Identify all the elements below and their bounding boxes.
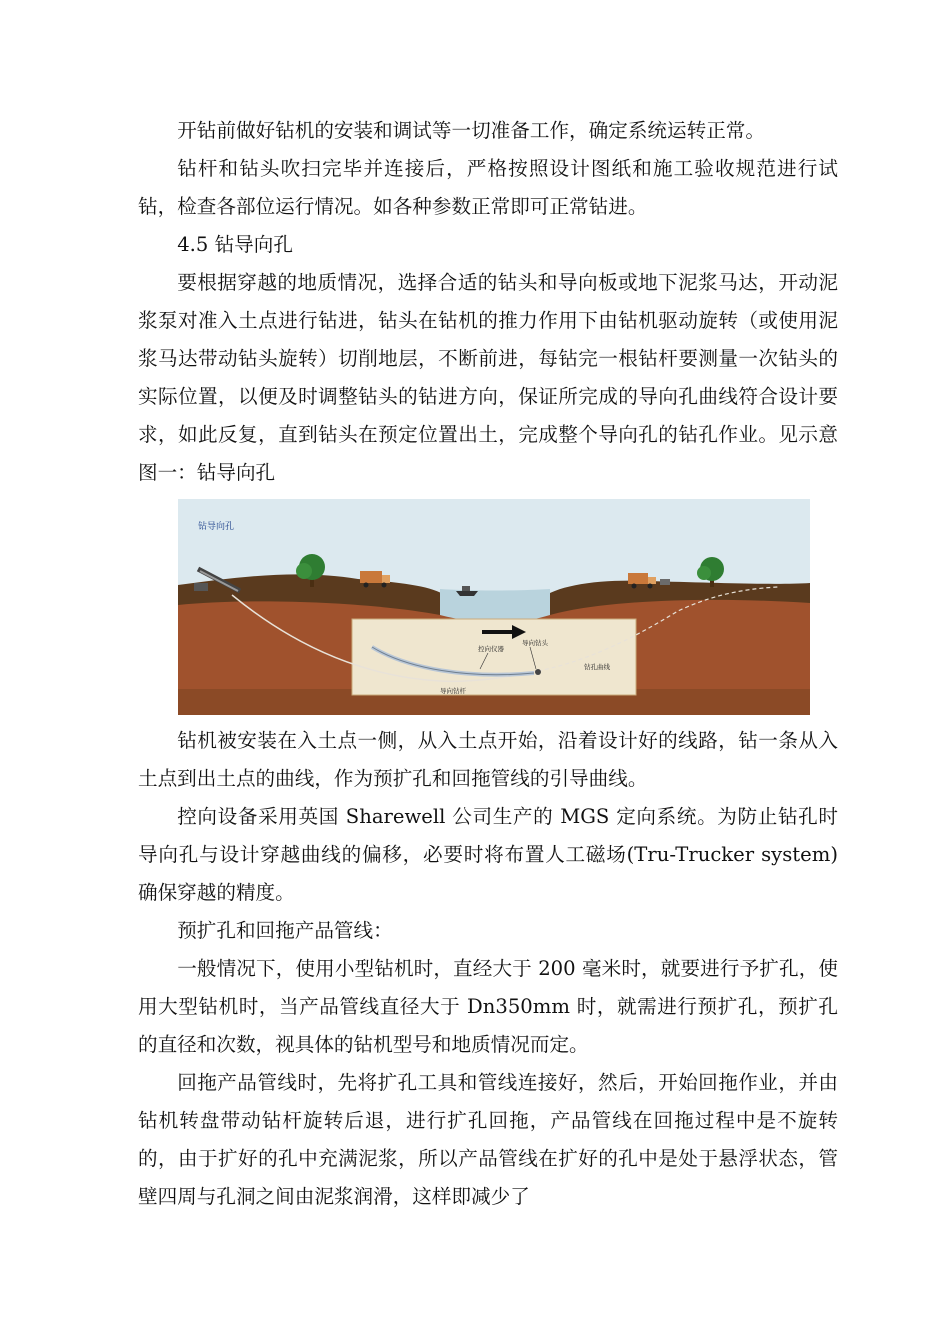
section-heading-4-5: 4.5 钻导向孔 bbox=[177, 233, 293, 256]
paragraph-pre-reaming: 一般情况下，使用小型钻机时，直经大于 200 毫米时，就要进行予扩孔，使用大型钻机时，当产品管线直径大于 Dn350mm 时，就需进行预扩孔，预扩孔的直径和次数，视具体的钻机型号和地质情况而定。 bbox=[138, 957, 838, 1056]
label-guide-rod: 导向钻杆 bbox=[440, 687, 466, 695]
pilot-hole-diagram bbox=[178, 499, 810, 715]
subheading-reaming: 预扩孔和回拖产品管线： bbox=[177, 919, 393, 942]
paragraph-drill-rig: 钻机被安装在入土点一侧，从入土点开始，沿着设计好的线路，钻一条从入土点到出土点的曲线，作为预扩孔和回拖管线的引导曲线。 bbox=[138, 729, 838, 790]
pilot-hole-illustration bbox=[178, 499, 810, 715]
label-bore-curve: 钻孔曲线 bbox=[584, 663, 610, 671]
figure-title: 钻导向孔 bbox=[198, 522, 235, 532]
label-guide-bit: 导向钻头 bbox=[522, 639, 548, 647]
paragraph-pilot-hole: 要根据穿越的地质情况，选择合适的钻头和导向板或地下泥浆马达，开动泥浆泵对准入土点进行钻进，钻头在钻机的推力作用下由钻机驱动旋转（或使用泥浆马达带动钻头旋转）切削地层，不断前进，每钻完一根钻杆要测量一次钻头的实际位置，以便及时调整钻头的钻进方向，保证所完成的导向孔曲线符合设计要求，如此反复，直到钻头在预定位置出土，完成整个导向孔的钻孔作业。见示意图一：钻导向孔 bbox=[138, 271, 838, 484]
paragraph-prepare: 开钻前做好钻机的安装和调试等一切准备工作，确定系统运转正常。 bbox=[177, 119, 765, 142]
paragraph-trial-drill: 钻杆和钻头吹扫完毕并连接后，严格按照设计图纸和施工验收规范进行试钻，检查各部位运行情况。如各种参数正常即可正常钻进。 bbox=[138, 157, 838, 218]
paragraph-steering-system: 控向设备采用英国 Sharewell 公司生产的 MGS 定向系统。为防止钻孔时导向孔与设计穿越曲线的偏移，必要时将布置人工磁场(Tru-Trucker system)确保穿越的精度。 bbox=[138, 805, 838, 904]
label-control-instrument: 控向仪器 bbox=[478, 645, 504, 653]
drill-bit-icon bbox=[535, 669, 541, 675]
paragraph-pullback: 回拖产品管线时，先将扩孔工具和管线连接好，然后，开始回拖作业，并由钻机转盘带动钻杆旋转后退，进行扩孔回拖，产品管线在回拖过程中是不旋转的，由于扩好的孔中充满泥浆，所以产品管线在扩好的孔中是处于悬浮状态，管壁四周与孔洞之间由泥浆润滑，这样即减少了 bbox=[138, 1071, 838, 1208]
river-water bbox=[440, 589, 550, 622]
